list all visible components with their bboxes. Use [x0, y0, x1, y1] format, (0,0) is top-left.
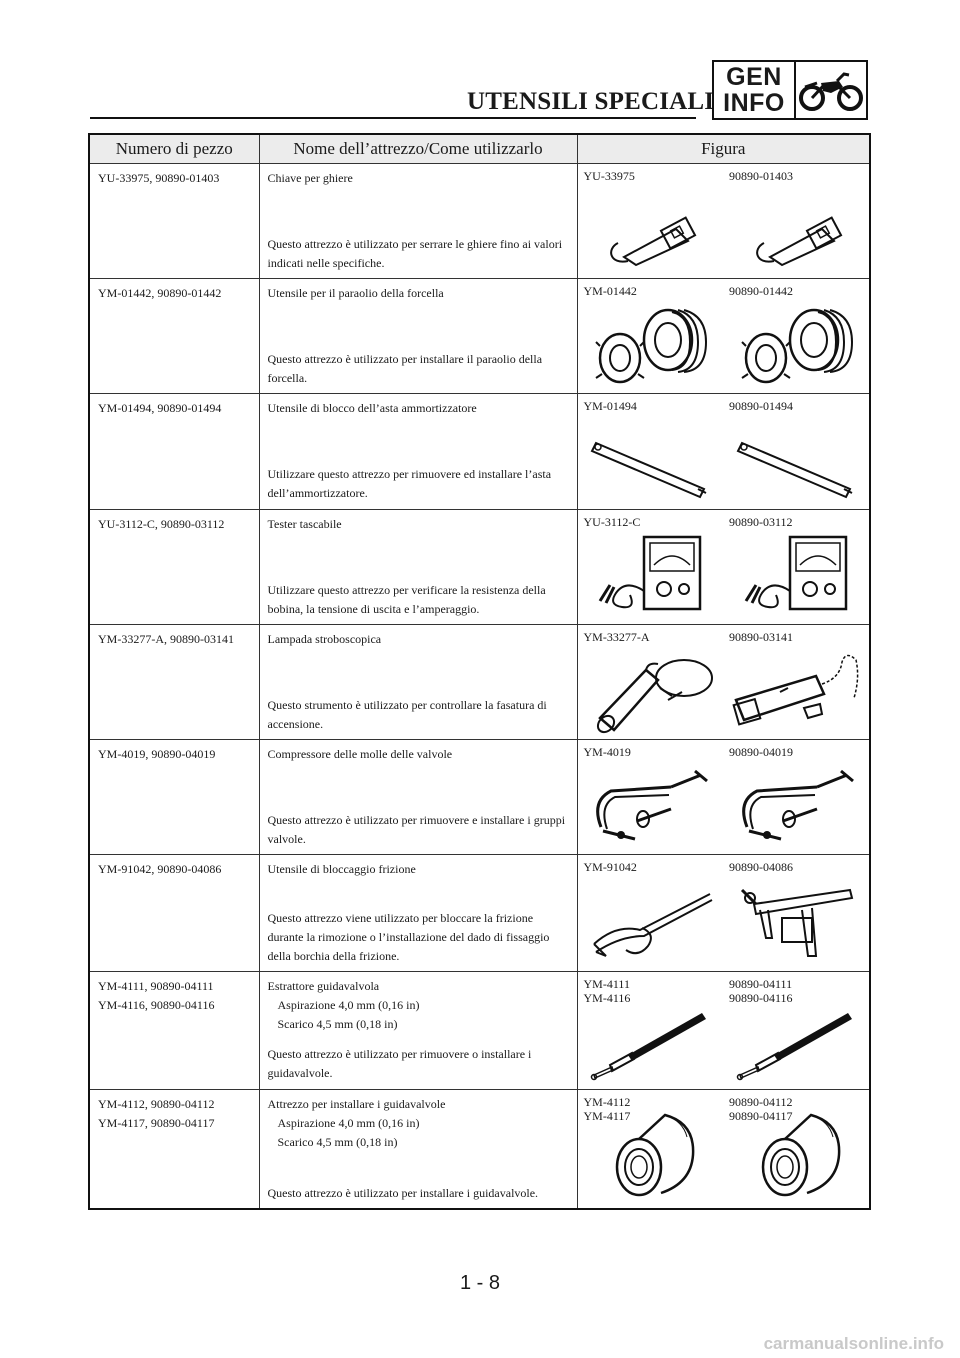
part-number-cell — [89, 1089, 259, 1209]
tool-name: Lampada stroboscopica — [267, 631, 382, 646]
figure-cell-right — [723, 279, 870, 394]
tool-spec: Aspirazione 4,0 mm (0,16 in) — [277, 998, 420, 1013]
figure-cell-right — [723, 394, 870, 509]
part-number: YM-4111, 90890-04111 — [98, 979, 214, 994]
tool-name: Utensile per il paraolio della forcella — [267, 286, 444, 301]
figure-cell-left — [577, 394, 723, 509]
table-row — [89, 740, 870, 855]
clutch-holder-alt-icon — [729, 880, 865, 966]
part-number: YM-4019, 90890-04019 — [98, 747, 216, 762]
part-number-cell — [89, 855, 259, 972]
figure-part-number: 90890-01403 — [729, 169, 793, 183]
page-number: 1 - 8 — [459, 1272, 501, 1294]
part-number-cell — [89, 164, 259, 279]
table-body — [89, 164, 870, 1210]
valve-guide-installer-icon — [584, 1107, 720, 1203]
tool-description-cell — [259, 624, 577, 739]
valve-guide-remover-icon — [729, 1003, 865, 1083]
tool-usage: Questo attrezzo è utilizzato per serrare le ghiere fino ai valori indicati nelle specifiche. — [267, 237, 563, 270]
figure-cell-left — [577, 624, 723, 739]
figure-cell-right — [723, 855, 870, 972]
badge-label — [714, 62, 796, 118]
figure-cell-left — [577, 509, 723, 624]
figure-part-number: YU-33975 — [583, 169, 635, 183]
clutch-holder-icon — [584, 884, 720, 966]
damper-rod-holder-icon — [729, 431, 865, 503]
tool-name: Utensile di blocco dell’asta ammortizzatore — [267, 401, 477, 416]
tool-description-cell — [259, 1089, 577, 1209]
table-row — [89, 164, 870, 279]
figure-part-number: YM-01494 — [583, 399, 637, 414]
tool-spec: Scarico 4,5 mm (0,18 in) — [277, 1017, 398, 1032]
figure-cell-left — [577, 855, 723, 972]
badge-line-gen: GEN — [726, 63, 782, 91]
timing-light-icon — [584, 648, 720, 734]
pocket-tester-icon — [584, 531, 720, 619]
tool-description-cell — [259, 740, 577, 855]
special-tools-table — [88, 133, 871, 1210]
watermark: carmanualsonline.info — [763, 1334, 944, 1353]
tool-usage: Questo strumento è utilizzato per controllare la fasatura di accensione. — [267, 697, 547, 731]
figure-part-number: 90890-03112 — [729, 514, 793, 529]
figure-part-number: YU-3112-C — [583, 514, 641, 529]
tool-name: Utensile di bloccaggio frizione — [267, 862, 416, 877]
figure-cell-left — [577, 972, 723, 1089]
page-title: UTENSILI SPECIALI — [467, 88, 715, 115]
title-underline — [90, 117, 696, 119]
figure-cell-right — [723, 509, 870, 624]
figure-part-number: YM-91042 — [583, 860, 637, 875]
part-number: YM-4112, 90890-04112 — [98, 1096, 215, 1111]
part-number: YM-01442, 90890-01442 — [98, 286, 222, 301]
pocket-tester-icon — [729, 531, 865, 619]
tool-usage: Questo attrezzo è utilizzato per installare i guidavalvole. — [267, 1185, 539, 1200]
figure-part-number: 90890-04019 — [729, 745, 793, 760]
figure-part-number: YM-01442 — [583, 284, 637, 299]
tool-usage: Utilizzare questo attrezzo per verificare la resistenza della bobina, la tensione di uscita e l’amperaggio. — [267, 582, 546, 616]
damper-rod-holder-icon — [584, 431, 720, 503]
column-header-part-number: Numero di pezzo — [89, 134, 259, 164]
tool-name: Tester tascabile — [267, 516, 342, 531]
table-header-row — [89, 134, 870, 164]
valve-spring-compressor-icon — [729, 769, 865, 849]
column-header-figure: Figura — [577, 134, 870, 164]
part-number: YM-91042, 90890-04086 — [98, 862, 222, 877]
figure-part-number: 90890-03141 — [729, 629, 793, 644]
part-number-cell — [89, 740, 259, 855]
figure-part-number: YM-4111 YM-4116 — [583, 977, 631, 1006]
table-row — [89, 972, 870, 1089]
timing-light-alt-icon — [729, 648, 865, 734]
tool-name: Estrattore guidavalvola — [267, 979, 380, 994]
figure-part-number: YM-4112 YM-4117 — [583, 1094, 631, 1123]
fork-seal-driver-icon — [729, 302, 865, 388]
section-badge — [712, 60, 868, 120]
part-number-cell — [89, 509, 259, 624]
tool-usage: Questo attrezzo è utilizzato per rimuovere o installare i guidavalvole. — [267, 1047, 532, 1081]
figure-cell-right — [723, 740, 870, 855]
table-row — [89, 509, 870, 624]
hook-wrench-icon — [729, 215, 865, 273]
tool-spec: Scarico 4,5 mm (0,18 in) — [277, 1134, 398, 1149]
tool-usage: Questo attrezzo è utilizzato per rimuovere e installare i gruppi valvole. — [267, 813, 566, 847]
figure-cell-right — [723, 1089, 870, 1209]
tool-name: Attrezzo per installare i guidavalvole — [267, 1096, 446, 1111]
part-number-cell — [89, 624, 259, 739]
tool-spec: Aspirazione 4,0 mm (0,16 in) — [277, 1115, 420, 1130]
figure-cell-right — [723, 164, 870, 279]
figure-part-number: 90890-01494 — [729, 399, 793, 414]
tool-description-cell — [259, 855, 577, 972]
figure-part-number: YM-33277-A — [583, 629, 650, 644]
figure-part-number: YM-4019 — [583, 745, 631, 760]
part-number-cell — [89, 394, 259, 509]
tool-name: Chiave per ghiere — [267, 171, 353, 185]
tool-description-cell — [259, 279, 577, 394]
figure-part-number: 90890-04086 — [729, 860, 793, 875]
part-number: YU-33975, 90890-01403 — [98, 171, 220, 185]
part-number: YU-3112-C, 90890-03112 — [98, 516, 225, 531]
part-number: YM-33277-A, 90890-03141 — [98, 631, 234, 646]
part-number-cell — [89, 972, 259, 1089]
hook-wrench-icon — [584, 215, 720, 273]
tool-usage: Utilizzare questo attrezzo per rimuovere ed installare l’asta dell’ammortizzatore. — [267, 467, 552, 501]
part-number-cell — [89, 279, 259, 394]
figure-cell-left — [577, 1089, 723, 1209]
figure-cell-left — [577, 164, 723, 279]
badge-line-info: INFO — [723, 89, 785, 117]
motorcycle-icon — [796, 62, 866, 118]
fork-seal-driver-icon — [584, 302, 720, 388]
part-number: YM-4116, 90890-04116 — [98, 998, 215, 1013]
part-number: YM-4117, 90890-04117 — [98, 1115, 215, 1130]
tool-description-cell — [259, 509, 577, 624]
figure-part-number: 90890-01442 — [729, 284, 793, 299]
column-header-tool-name: Nome dell’attrezzo/Come utilizzarlo — [259, 134, 577, 164]
figure-cell-right — [723, 624, 870, 739]
figure-cell-right — [723, 972, 870, 1089]
tool-usage: Questo attrezzo è utilizzato per installare il paraolio della forcella. — [267, 352, 543, 386]
tool-usage: Questo attrezzo viene utilizzato per bloccare la frizione durante la rimozione o l’installazione del dado di fissaggio della borchia della frizione. — [267, 911, 550, 964]
figure-cell-left — [577, 740, 723, 855]
table-row — [89, 279, 870, 394]
part-number: YM-01494, 90890-01494 — [98, 401, 222, 416]
table-row — [89, 394, 870, 509]
tool-description-cell — [259, 394, 577, 509]
figure-part-number: 90890-04112 90890-04117 — [729, 1094, 793, 1123]
tool-description-cell — [259, 164, 577, 279]
figure-cell-left — [577, 279, 723, 394]
table-row — [89, 1089, 870, 1209]
valve-guide-remover-icon — [584, 1003, 720, 1083]
table-row — [89, 624, 870, 739]
table-row — [89, 855, 870, 972]
valve-spring-compressor-icon — [584, 769, 720, 849]
figure-part-number: 90890-04111 90890-04116 — [729, 977, 793, 1006]
valve-guide-installer-icon — [729, 1107, 865, 1203]
tool-name: Compressore delle molle delle valvole — [267, 747, 453, 762]
tool-description-cell — [259, 972, 577, 1089]
